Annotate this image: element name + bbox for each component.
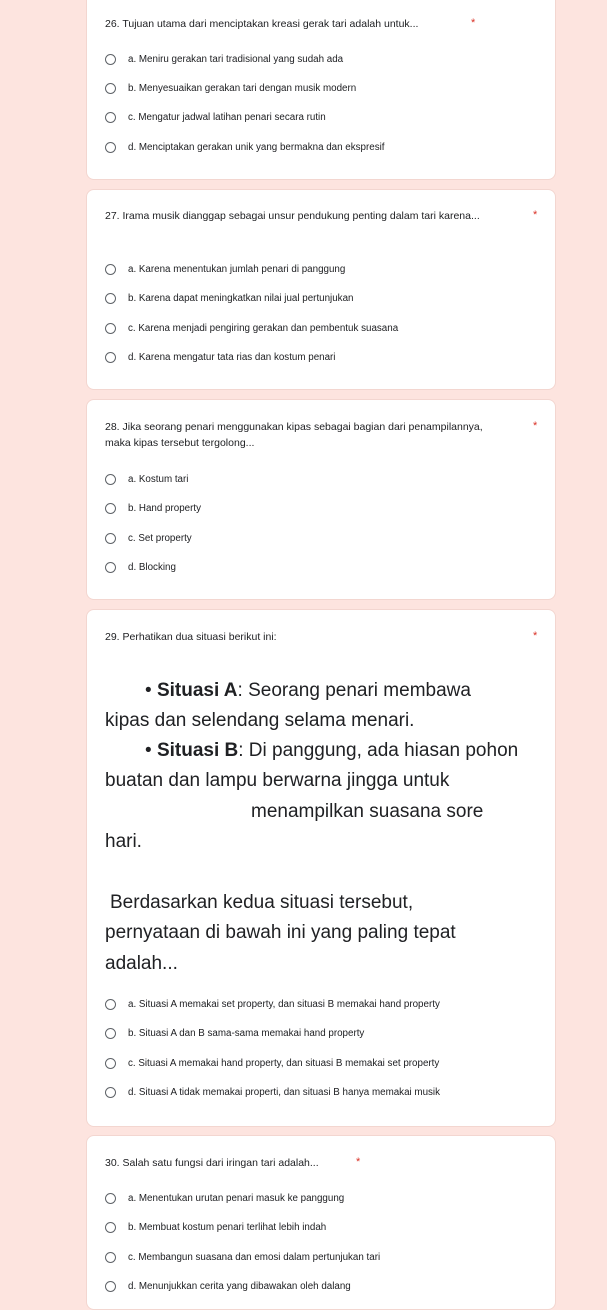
- option-label: d. Menunjukkan cerita yang dibawakan oleh dalang: [128, 1280, 351, 1292]
- radio-circle-icon[interactable]: [105, 1087, 116, 1098]
- option-label: d. Karena mengatur tata rias dan kostum penari: [128, 351, 336, 363]
- radio-option-30a[interactable]: [105, 1189, 344, 1207]
- option-label: a. Meniru gerakan tari tradisional yang sudah ada: [128, 53, 344, 65]
- question-title-line1: 28. Jika seorang penari menggunakan kipas sebagai bagian dari penampilannya,: [105, 421, 483, 433]
- radio-circle-icon[interactable]: [105, 503, 116, 514]
- radio-circle-icon[interactable]: [105, 1281, 116, 1292]
- question-title-line2: maka kipas tersebut tergolong...: [105, 437, 255, 449]
- question-card-28: [86, 399, 556, 600]
- situasi-b-line2: buatan dan lampu berwarna jingga untuk: [105, 770, 450, 791]
- radio-option-29b[interactable]: [105, 1024, 364, 1042]
- radio-circle-icon[interactable]: [105, 83, 116, 94]
- option-label: c. Mengatur jadwal latihan penari secara rutin: [128, 111, 326, 123]
- required-asterisk: *: [471, 17, 476, 29]
- radio-option-28a[interactable]: [105, 470, 188, 488]
- option-label: a. Kostum tari: [128, 473, 189, 485]
- situasi-a-text: : Seorang penari membawa: [237, 680, 471, 701]
- radio-option-28c[interactable]: [105, 529, 192, 547]
- radio-circle-icon[interactable]: [105, 352, 116, 363]
- situasi-b-line3: menampilkan suasana sore: [251, 801, 484, 822]
- radio-circle-icon[interactable]: [105, 323, 116, 334]
- radio-circle-icon[interactable]: [105, 999, 116, 1010]
- option-label: d. Blocking: [128, 561, 176, 573]
- situasi-a-label: Situasi A: [156, 680, 238, 701]
- option-label: b. Menyesuaikan gerakan tari dengan musik modern: [128, 82, 357, 94]
- situasi-a-line1: [145, 676, 471, 706]
- radio-option-26c[interactable]: [105, 108, 326, 126]
- situasi-b-line4: hari.: [105, 831, 142, 852]
- radio-circle-icon[interactable]: [105, 264, 116, 275]
- radio-option-28b[interactable]: [105, 499, 201, 517]
- option-label: a. Karena menentukan jumlah penari di panggung: [128, 263, 346, 275]
- radio-option-26a[interactable]: [105, 50, 343, 68]
- prompt-line2: pernyataan di bawah ini yang paling tepat: [105, 922, 456, 943]
- radio-circle-icon[interactable]: [105, 1193, 116, 1204]
- radio-option-26d[interactable]: [105, 138, 385, 156]
- option-label: d. Menciptakan gerakan unik yang bermakna dan ekspresif: [128, 141, 385, 153]
- bullet: •: [145, 740, 152, 761]
- option-label: c. Karena menjadi pengiring gerakan dan pembentuk suasana: [128, 322, 399, 334]
- radio-circle-icon[interactable]: [105, 562, 116, 573]
- radio-option-29c[interactable]: [105, 1054, 439, 1072]
- required-asterisk: *: [533, 420, 538, 432]
- radio-option-28d[interactable]: [105, 558, 176, 576]
- radio-circle-icon[interactable]: [105, 1222, 116, 1233]
- radio-circle-icon[interactable]: [105, 293, 116, 304]
- required-asterisk: *: [533, 630, 538, 642]
- radio-circle-icon[interactable]: [105, 112, 116, 123]
- radio-option-30d[interactable]: [105, 1277, 351, 1295]
- situasi-b-line1: [145, 736, 518, 766]
- radio-circle-icon[interactable]: [105, 1028, 116, 1039]
- option-label: c. Set property: [128, 532, 192, 544]
- radio-option-27b[interactable]: [105, 289, 353, 307]
- radio-option-30c[interactable]: [105, 1248, 380, 1266]
- option-label: d. Situasi A tidak memakai properti, dan situasi B hanya memakai musik: [128, 1086, 441, 1098]
- prompt-line1: Berdasarkan kedua situasi tersebut,: [110, 892, 414, 913]
- radio-option-26b[interactable]: [105, 79, 356, 97]
- radio-option-27a[interactable]: [105, 260, 345, 278]
- prompt-line3: adalah...: [105, 953, 178, 974]
- option-label: b. Karena dapat meningkatkan nilai jual pertunjukan: [128, 292, 354, 304]
- radio-option-29d[interactable]: [105, 1083, 440, 1101]
- required-asterisk: *: [533, 209, 538, 221]
- option-label: b. Situasi A dan B sama-sama memakai hand property: [128, 1027, 365, 1039]
- option-label: a. Menentukan urutan penari masuk ke panggung: [128, 1192, 345, 1204]
- radio-option-27d[interactable]: [105, 348, 336, 366]
- radio-option-27c[interactable]: [105, 319, 398, 337]
- radio-circle-icon[interactable]: [105, 474, 116, 485]
- situasi-a-line2: kipas dan selendang selama menari.: [105, 710, 415, 731]
- required-asterisk: *: [356, 1156, 361, 1168]
- radio-option-30b[interactable]: [105, 1218, 326, 1236]
- radio-circle-icon[interactable]: [105, 533, 116, 544]
- option-label: a. Situasi A memakai set property, dan situasi B memakai hand property: [128, 998, 440, 1010]
- radio-circle-icon[interactable]: [105, 54, 116, 65]
- question-title: 27. Irama musik dianggap sebagai unsur pendukung penting dalam tari karena...: [105, 210, 480, 222]
- question-card-26: [86, 0, 556, 180]
- radio-circle-icon[interactable]: [105, 1058, 116, 1069]
- situasi-b-label: Situasi B: [156, 740, 239, 761]
- question-title: 26. Tujuan utama dari menciptakan kreasi gerak tari adalah untuk...: [105, 18, 419, 30]
- bullet: •: [145, 680, 152, 701]
- question-card-27: [86, 189, 556, 390]
- question-card-29: [86, 609, 556, 1127]
- situasi-b-text: : Di panggung, ada hiasan pohon: [238, 740, 519, 761]
- question-title: 30. Salah satu fungsi dari iringan tari adalah...: [105, 1157, 319, 1169]
- radio-option-29a[interactable]: [105, 995, 440, 1013]
- option-label: c. Membangun suasana dan emosi dalam pertunjukan tari: [128, 1251, 381, 1263]
- radio-circle-icon[interactable]: [105, 1252, 116, 1263]
- option-label: b. Membuat kostum penari terlihat lebih indah: [128, 1221, 327, 1233]
- question-title: 29. Perhatikan dua situasi berikut ini:: [105, 631, 277, 643]
- option-label: c. Situasi A memakai hand property, dan situasi B memakai set property: [128, 1057, 440, 1069]
- radio-circle-icon[interactable]: [105, 142, 116, 153]
- question-card-30: [86, 1135, 556, 1310]
- option-label: b. Hand property: [128, 502, 201, 514]
